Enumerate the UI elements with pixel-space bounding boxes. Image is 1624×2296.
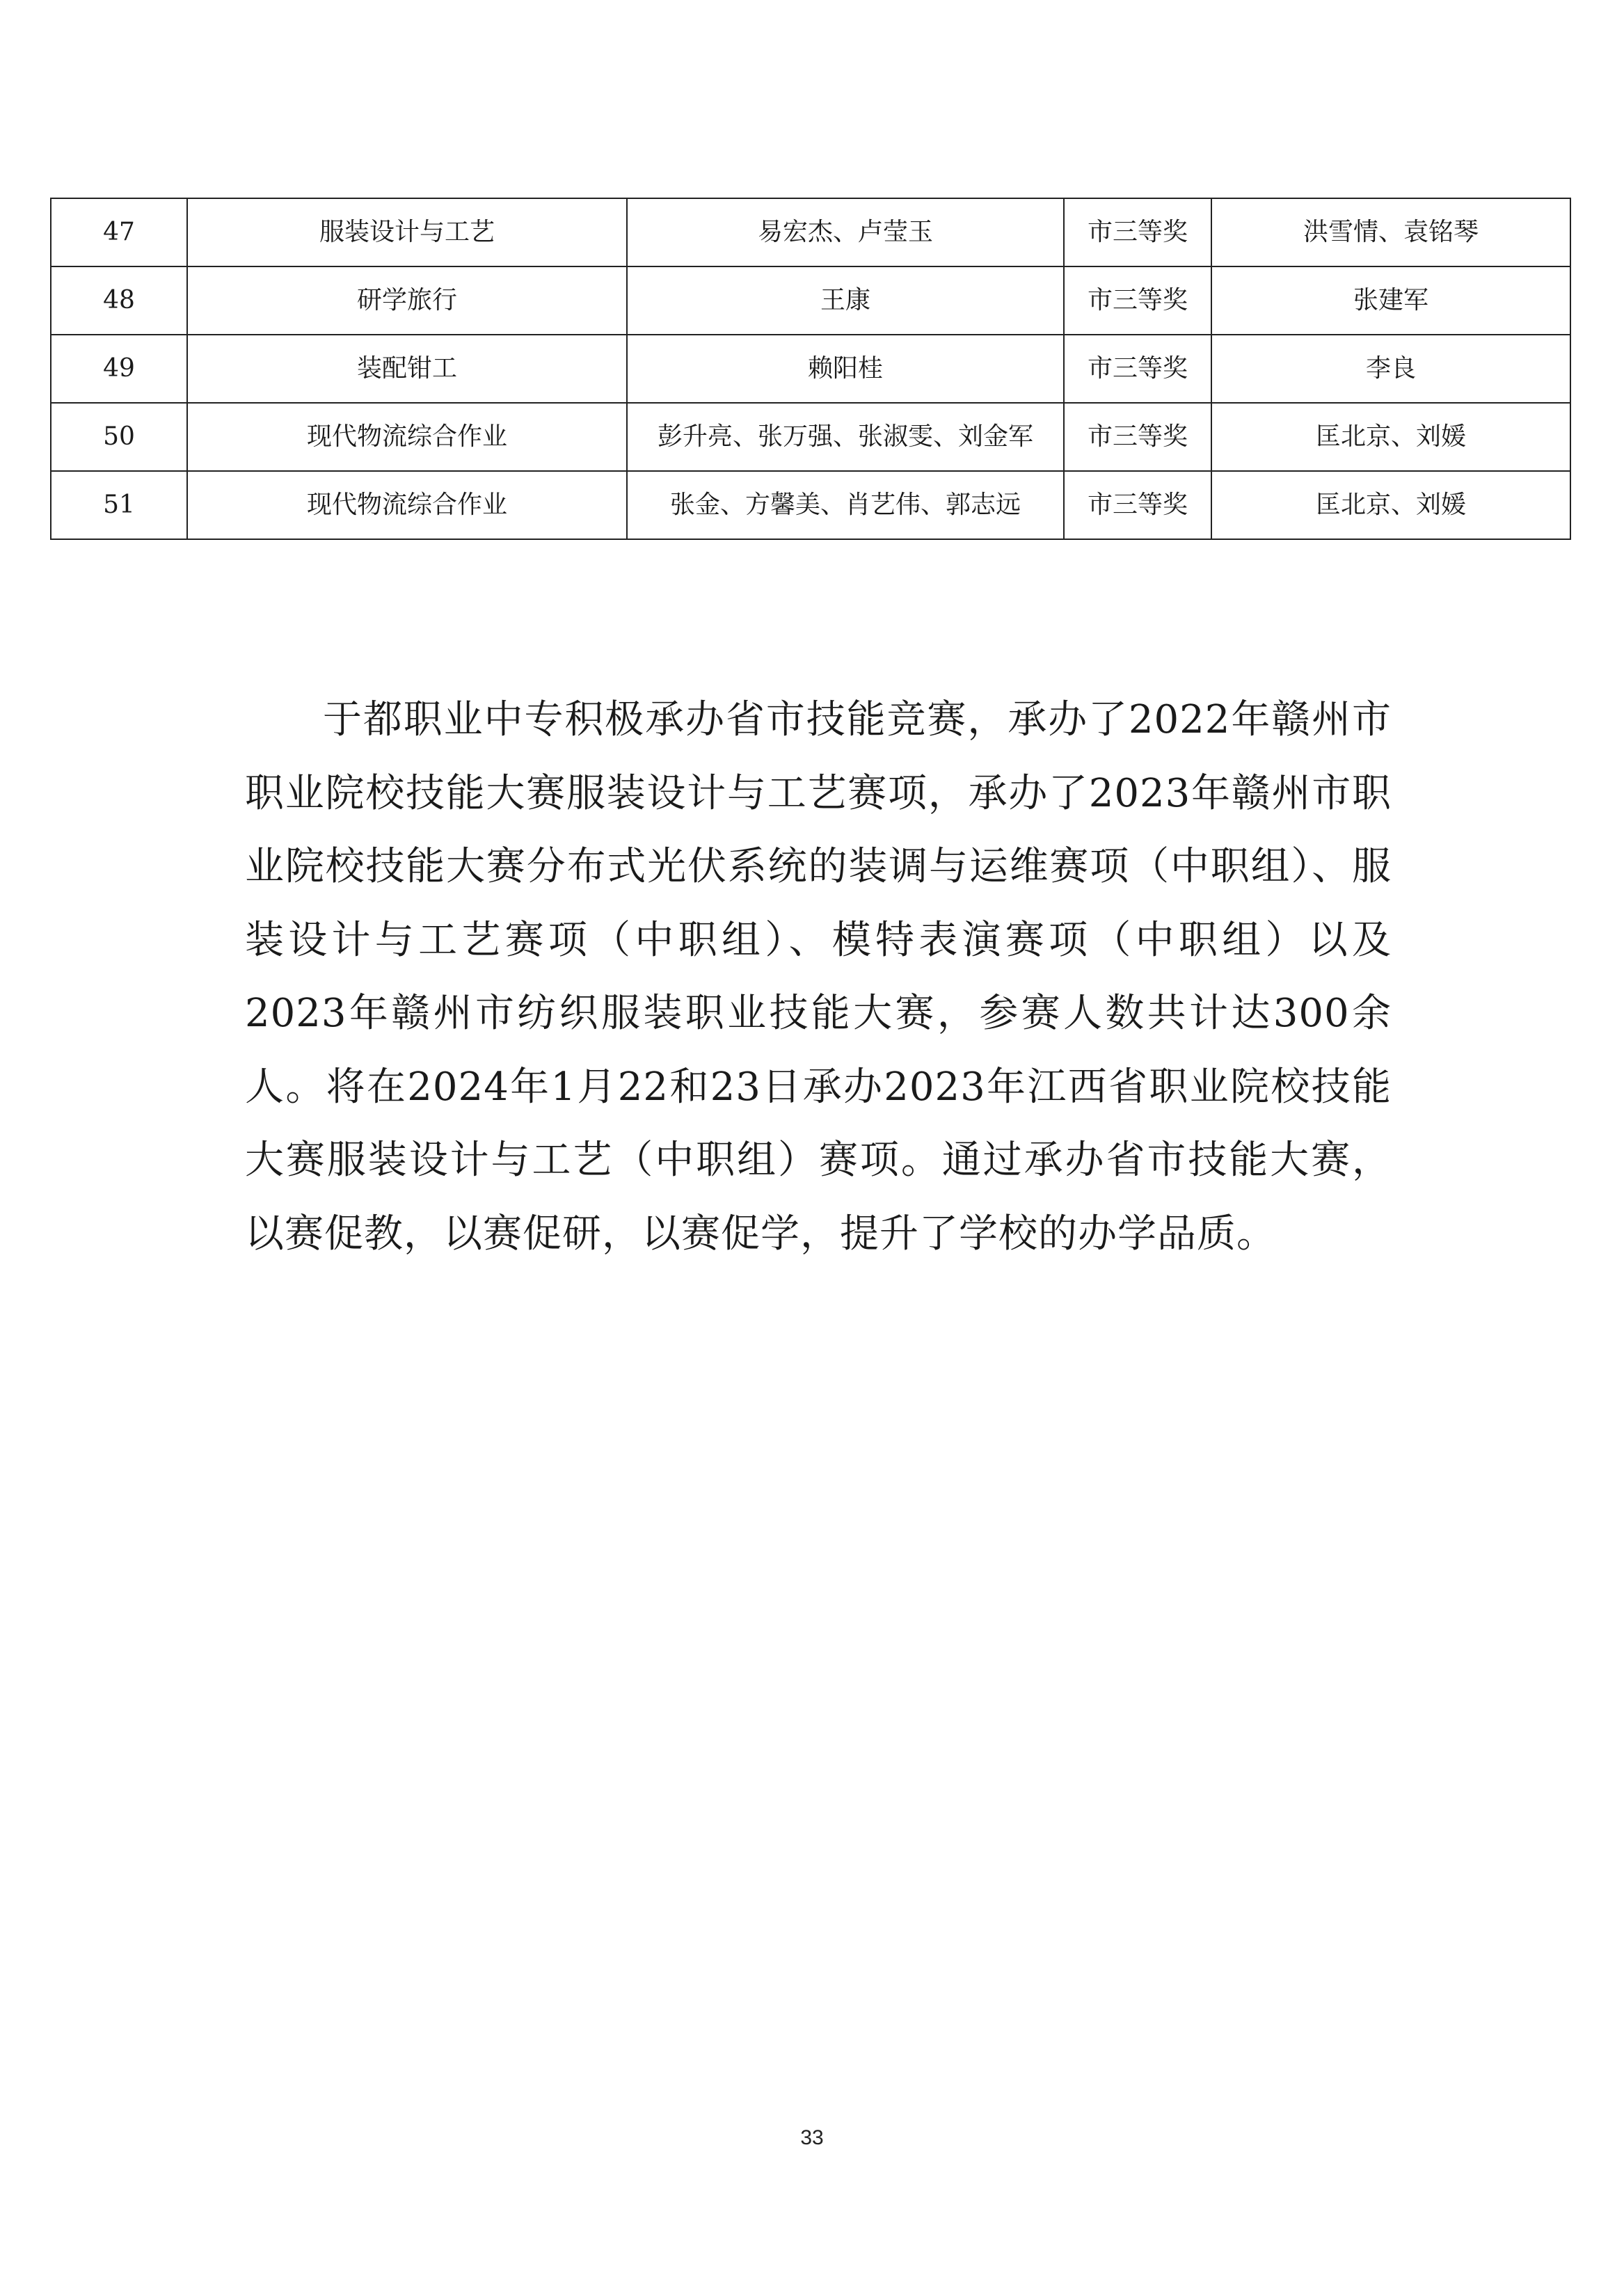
award-level: 市三等奖 [1064, 266, 1211, 335]
awards-table [50, 198, 1571, 540]
body-paragraph: 于都职业中专积极承办省市技能竞赛，承办了2022年赣州市职业院校技能大赛服装设计与工艺赛项，承办了2023年赣州市职业院校技能大赛分布式光伏系统的装调与运维赛项（中职组）、服装设计与工艺赛项（中职组）、模特表演赛项（中职组）以及2023年赣州市纺织服装职业技能大赛，参赛人数共计达300余人。将在2024年1月22和23日承办2023年江西省职业院校技能大赛服装设计与工艺（中职组）赛项。通过承办省市技能大赛，以赛促教，以赛促研，以赛促学，提升了学校的办学品质。 [245, 697, 1392, 1257]
competition-item: 现代物流综合作业 [187, 403, 627, 471]
row-number: 49 [51, 335, 187, 403]
competition-item: 现代物流综合作业 [187, 471, 627, 539]
student-names: 赖阳桂 [627, 335, 1064, 403]
page-number: 33 [800, 2126, 824, 2149]
competition-item: 研学旅行 [187, 266, 627, 335]
award-level: 市三等奖 [1064, 403, 1211, 471]
table-row [51, 471, 1570, 539]
row-number: 48 [51, 266, 187, 335]
body-text [245, 683, 1392, 1270]
row-number: 47 [51, 198, 187, 266]
instructor-names: 洪雪情、袁铭琴 [1211, 198, 1570, 266]
instructor-names: 匡北京、刘媛 [1211, 471, 1570, 539]
instructor-names: 张建军 [1211, 266, 1570, 335]
award-level: 市三等奖 [1064, 335, 1211, 403]
competition-item: 服装设计与工艺 [187, 198, 627, 266]
award-level: 市三等奖 [1064, 471, 1211, 539]
student-names: 彭升亮、张万强、张淑雯、刘金军 [627, 403, 1064, 471]
student-names: 张金、方馨美、肖艺伟、郭志远 [627, 471, 1064, 539]
table-row [51, 403, 1570, 471]
instructor-names: 匡北京、刘媛 [1211, 403, 1570, 471]
instructor-names: 李良 [1211, 335, 1570, 403]
student-names: 易宏杰、卢莹玉 [627, 198, 1064, 266]
award-level: 市三等奖 [1064, 198, 1211, 266]
table-row [51, 198, 1570, 266]
competition-item: 装配钳工 [187, 335, 627, 403]
student-names: 王康 [627, 266, 1064, 335]
table-row [51, 266, 1570, 335]
row-number: 51 [51, 471, 187, 539]
row-number: 50 [51, 403, 187, 471]
table-row [51, 335, 1570, 403]
